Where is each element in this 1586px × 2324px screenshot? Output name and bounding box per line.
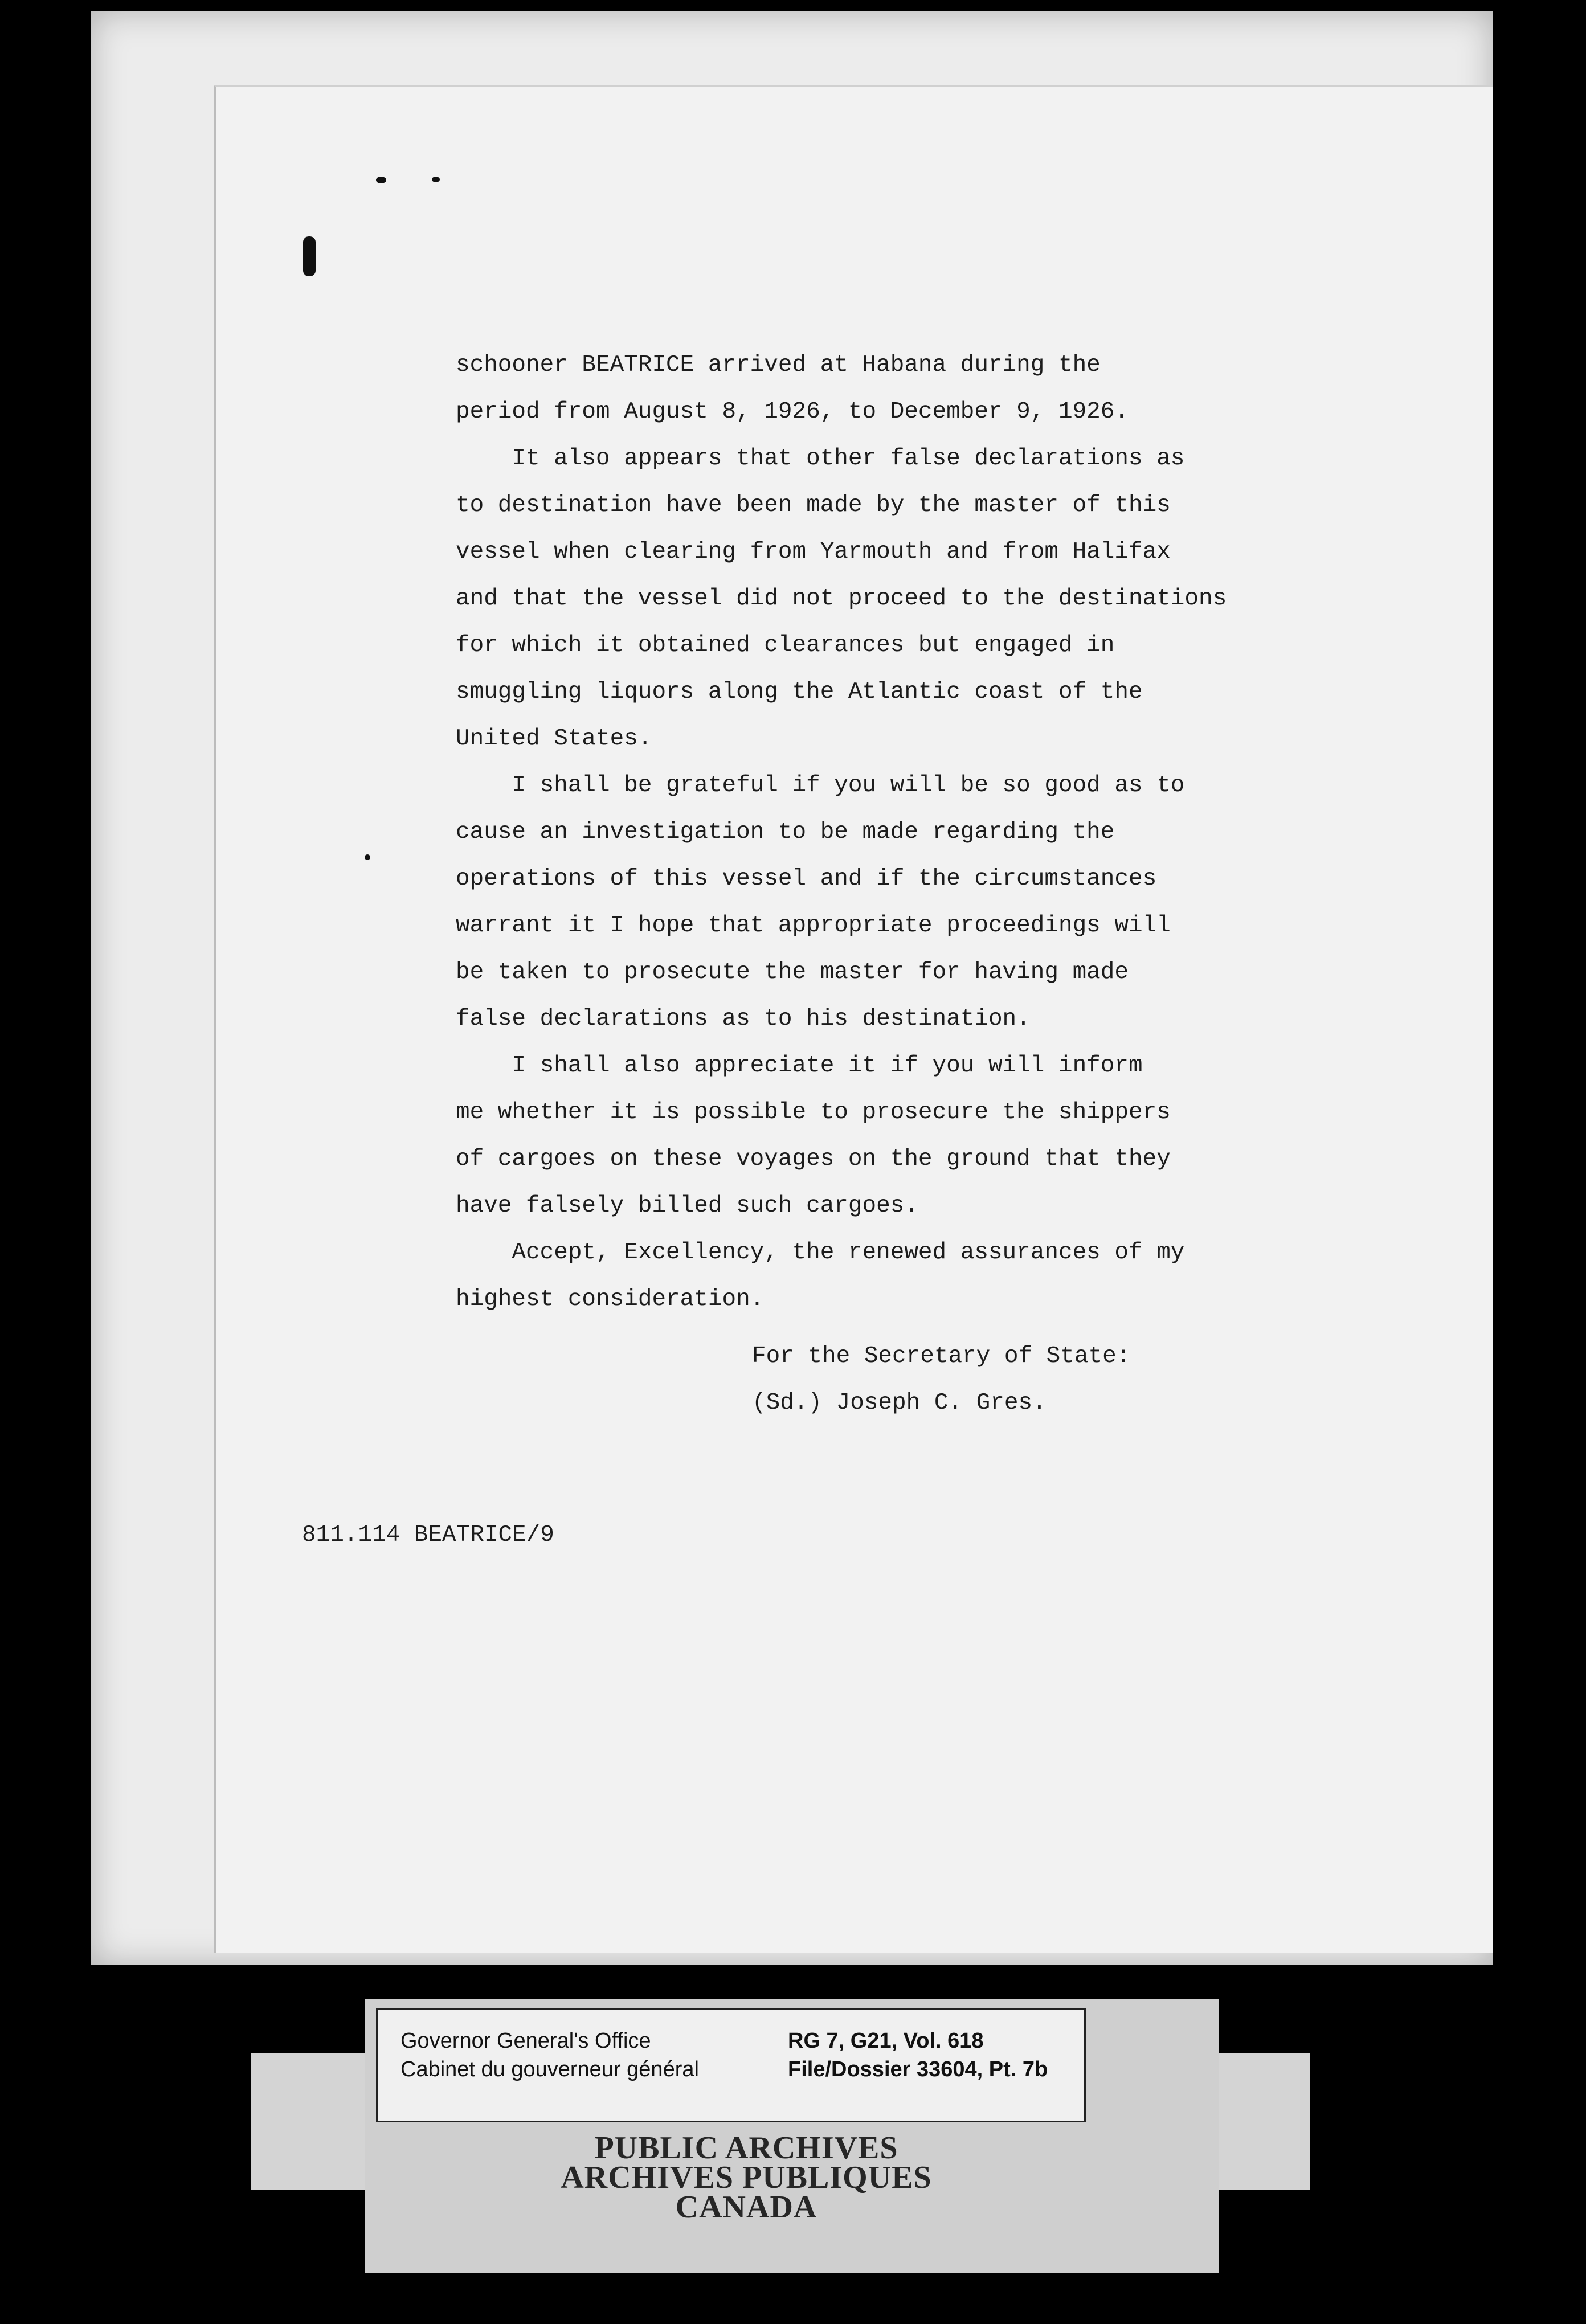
- letter-line: schooner BEATRICE arrived at Habana during the: [456, 352, 1101, 378]
- stamp-line-en: PUBLIC ARCHIVES: [594, 2130, 898, 2166]
- letter-line: me whether it is possible to prosecure the shippers: [456, 1099, 1171, 1126]
- record-info: [788, 2027, 1048, 2084]
- ink-speck: [303, 236, 316, 276]
- ink-speck: [365, 854, 370, 860]
- letter-line: false declarations as to his destination.: [456, 1006, 1031, 1032]
- letter-line: cause an investigation to be made regarding the: [456, 819, 1115, 845]
- stamp-line-fr: ARCHIVES PUBLIQUES: [561, 2160, 932, 2195]
- letter-line: for which it obtained clearances but engaged in: [456, 632, 1115, 658]
- signature-block: [752, 1333, 1130, 1426]
- letter-line: I shall also appreciate it if you will inform: [456, 1053, 1143, 1079]
- letter-line: United States.: [456, 726, 652, 752]
- closing-line: For the Secretary of State:: [752, 1343, 1131, 1369]
- letter-line: operations of this vessel and if the circumstances: [456, 866, 1157, 892]
- letter-line: and that the vessel did not proceed to the destinations: [456, 586, 1227, 612]
- ink-speck: [432, 177, 440, 182]
- letter-line: warrant it I hope that appropriate proceedings will: [456, 913, 1171, 939]
- letter-body: [456, 342, 1322, 1323]
- letter-line: smuggling liquors along the Atlantic coast of the: [456, 679, 1143, 705]
- letter-line: It also appears that other false declarations as: [456, 445, 1185, 472]
- letter-line: be taken to prosecute the master for having made: [456, 959, 1129, 985]
- office-name-fr: Cabinet du gouverneur général: [400, 2057, 699, 2081]
- letter-line: I shall be grateful if you will be so good as to: [456, 772, 1185, 799]
- stamp-line-country: CANADA: [675, 2190, 817, 2225]
- letter-line: Accept, Excellency, the renewed assurances of my: [456, 1239, 1185, 1266]
- letter-line: have falsely billed such cargoes.: [456, 1193, 918, 1219]
- letter-line: to destination have been made by the master of this: [456, 492, 1171, 518]
- letter-line: period from August 8, 1926, to December 9, 1926.: [456, 399, 1129, 425]
- office-names: [400, 2027, 699, 2084]
- file-reference: 811.114 BEATRICE/9: [302, 1522, 554, 1548]
- archive-label-card: [376, 2008, 1086, 2122]
- ink-speck: [376, 177, 386, 183]
- public-archives-stamp: [547, 2130, 946, 2225]
- record-group: RG 7, G21, Vol. 618: [788, 2029, 984, 2053]
- letter-line: highest consideration.: [456, 1286, 765, 1312]
- letter-line: vessel when clearing from Yarmouth and from Halifax: [456, 539, 1171, 565]
- signature-line: (Sd.) Joseph C. Gres.: [752, 1390, 1047, 1416]
- office-name-en: Governor General's Office: [400, 2029, 651, 2053]
- letter-line: of cargoes on these voyages on the ground that they: [456, 1146, 1171, 1172]
- file-number: File/Dossier 33604, Pt. 7b: [788, 2057, 1048, 2081]
